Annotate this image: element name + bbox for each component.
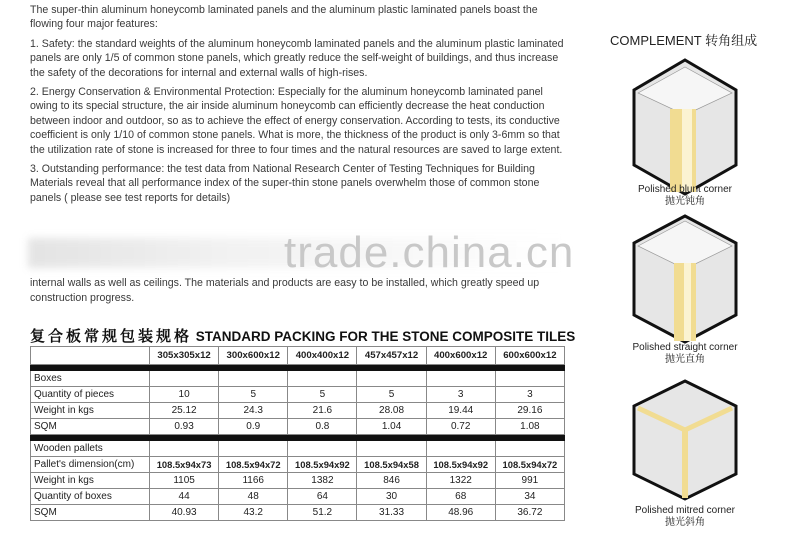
caption-blunt (600, 184, 770, 208)
table-cell: 991 (495, 473, 564, 489)
column-header: 600x600x12 (495, 347, 564, 365)
table-cell: 29.16 (495, 403, 564, 419)
empty-cell (288, 441, 357, 457)
table-title (30, 325, 575, 346)
table-cell: 0.8 (288, 419, 357, 435)
section-label: Boxes (31, 371, 150, 387)
table-cell: 5 (219, 387, 288, 403)
table-cell: 1.08 (495, 419, 564, 435)
empty-cell (426, 441, 495, 457)
empty-cell (495, 441, 564, 457)
empty-cell (219, 441, 288, 457)
table-cell: 5 (288, 387, 357, 403)
table-cell: 108.5x94x72 (219, 457, 288, 473)
caption-cn: 抛光斜角 (665, 517, 705, 528)
table-cell: 31.33 (357, 505, 426, 521)
empty-cell (357, 371, 426, 387)
feature-performance: 3. Outstanding performance: the test data from National Research Center of Testing Techniques for Building Materials reveal that all performance index of the super-thin stone panels overwhelm those of common stone panels ( please see test reports for details) (30, 163, 540, 204)
table-cell: 0.72 (426, 419, 495, 435)
table-cell: 64 (288, 489, 357, 505)
table-cell: 1322 (426, 473, 495, 489)
empty-cell (426, 371, 495, 387)
table-row (31, 505, 565, 521)
table-cell: 30 (357, 489, 426, 505)
table-cell: 0.93 (150, 419, 219, 435)
row-label: Weight in kgs (31, 473, 150, 489)
table-cell: 24.3 (219, 403, 288, 419)
table-cell: 3 (426, 387, 495, 403)
section-row (31, 441, 565, 457)
table-cell: 1.04 (357, 419, 426, 435)
table-row (31, 489, 565, 505)
table-cell: 44 (150, 489, 219, 505)
column-header: 457x457x12 (357, 347, 426, 365)
caption-mitred (600, 505, 770, 529)
table-row (31, 403, 565, 419)
table-cell: 21.6 (288, 403, 357, 419)
table-cell: 36.72 (495, 505, 564, 521)
straight-corner-icon (630, 213, 740, 345)
column-header: 305x305x12 (150, 347, 219, 365)
table-cell: 3 (495, 387, 564, 403)
table-cell: 10 (150, 387, 219, 403)
caption-straight (600, 342, 770, 366)
caption-cn: 抛光钝角 (665, 196, 705, 207)
empty-cell (288, 371, 357, 387)
feature-tail: internal walls as well as ceilings. The materials and products are easy to be installed, which greatly speed up construction progress. (30, 277, 540, 304)
row-label: Quantity of pieces (31, 387, 150, 403)
table-cell: 1166 (219, 473, 288, 489)
table-cell: 40.93 (150, 505, 219, 521)
row-label: Quantity of boxes (31, 489, 150, 505)
table-cell: 19.44 (426, 403, 495, 419)
section-label: Wooden pallets (31, 441, 150, 457)
row-label: SQM (31, 505, 150, 521)
table-cell: 43.2 (219, 505, 288, 521)
mitred-corner-icon (630, 378, 740, 502)
feature-text (30, 3, 570, 204)
column-header: 400x600x12 (426, 347, 495, 365)
feature-energy: 2. Energy Conservation & Environmental Protection: Especially for the aluminum honeycomb laminated panel owing to its special structure, the air inside aluminum honeycomb can efficiently decrease the heat conduction between indoor and outdoor, so as to achieve the effect of energy conservation. According to tests, its conductive coefficient is only 1/10 of common stone panels. What is more, the thickness of the product is only 3-6mm so that the utilization rate of stone is increased for three to four times and the natural resources are saved to large extent. (30, 86, 563, 156)
table-cell: 1382 (288, 473, 357, 489)
table-cell: 108.5x94x73 (150, 457, 219, 473)
intro-paragraph: The super-thin aluminum honeycomb laminated panels and the aluminum plastic laminated panels boast the flowing four major features: (30, 4, 538, 31)
table-cell: 51.2 (288, 505, 357, 521)
table-cell: 108.5x94x92 (288, 457, 357, 473)
row-label: Pallet's dimension(cm) (31, 457, 150, 473)
table-cell: 108.5x94x92 (426, 457, 495, 473)
table-cell: 108.5x94x72 (495, 457, 564, 473)
table-cell: 5 (357, 387, 426, 403)
caption-en: Polished blunt corner (638, 184, 732, 195)
table-title-cn: 复合板常规包装规格 (30, 328, 193, 345)
table-cell: 108.5x94x58 (357, 457, 426, 473)
column-header: 300x600x12 (219, 347, 288, 365)
header-row (31, 347, 565, 365)
table-cell: 48.96 (426, 505, 495, 521)
feature-safety: 1. Safety: the standard weights of the aluminum honeycomb laminated panels and the aluminum plastic laminated panels are only 1/5 of common stone panels, which greatly reduce the self-weight of buildings, and thus increase the safety of the decorations for internal and external walls of high-rises. (30, 37, 564, 79)
empty-cell (495, 371, 564, 387)
blunt-corner-icon (630, 57, 740, 197)
section-row (31, 371, 565, 387)
table-row (31, 473, 565, 489)
table-cell: 34 (495, 489, 564, 505)
table-cell: 0.9 (219, 419, 288, 435)
column-header: 400x400x12 (288, 347, 357, 365)
table-cell: 48 (219, 489, 288, 505)
caption-cn: 抛光直角 (665, 354, 705, 365)
table-cell: 846 (357, 473, 426, 489)
row-label: SQM (31, 419, 150, 435)
empty-cell (219, 371, 288, 387)
table-row (31, 387, 565, 403)
watermark: trade.china.cn (284, 228, 575, 277)
packing-table (30, 346, 565, 521)
table-cell: 1105 (150, 473, 219, 489)
complement-title: COMPLEMENT 转角组成 (610, 33, 758, 48)
caption-en: Polished straight corner (632, 342, 738, 353)
caption-en: Polished mitred corner (634, 505, 736, 516)
header-empty (31, 347, 150, 365)
table-row (31, 457, 565, 473)
table-cell: 28.08 (357, 403, 426, 419)
empty-cell (357, 441, 426, 457)
empty-cell (150, 441, 219, 457)
table-cell: 25.12 (150, 403, 219, 419)
table-cell: 68 (426, 489, 495, 505)
table-row (31, 419, 565, 435)
row-label: Weight in kgs (31, 403, 150, 419)
empty-cell (150, 371, 219, 387)
table-title-en: STANDARD PACKING FOR THE STONE COMPOSITE TILES (195, 329, 576, 344)
